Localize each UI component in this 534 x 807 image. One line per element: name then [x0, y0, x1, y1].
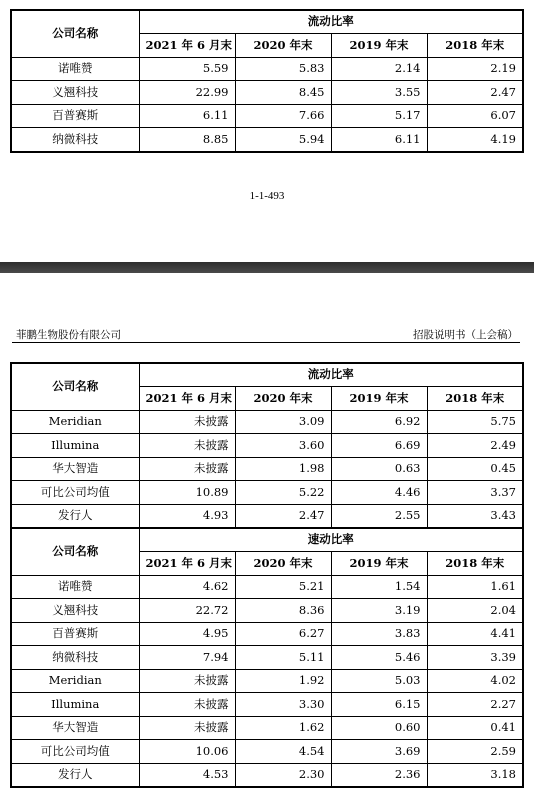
ratio-table-bottom [10, 362, 524, 788]
table-row [11, 646, 523, 670]
company-name-cell: 纳微科技 [11, 128, 139, 152]
col-2018: 2018 年末 [427, 34, 523, 58]
table-row [11, 763, 523, 787]
value-cell: 2.47 [427, 81, 523, 105]
page-number: 1-1-493 [249, 190, 285, 202]
col-2019: 2019 年末 [331, 387, 427, 411]
value-cell: 3.19 [331, 599, 427, 623]
value-cell: 6.27 [235, 622, 331, 646]
table-row [11, 504, 523, 528]
value-cell: 2.04 [427, 599, 523, 623]
table-row [11, 128, 523, 152]
page-divider [0, 262, 534, 273]
table-row [11, 481, 523, 505]
col-2021h1: 2021 年 6 月末 [139, 34, 235, 58]
table-row [11, 740, 523, 764]
value-cell: 5.11 [235, 646, 331, 670]
table-row [11, 693, 523, 717]
value-cell: 10.06 [139, 740, 235, 764]
value-cell: 2.36 [331, 763, 427, 787]
value-cell: 4.19 [427, 128, 523, 152]
value-cell: 未披露 [139, 716, 235, 740]
col-2020: 2020 年末 [235, 34, 331, 58]
value-cell: 6.92 [331, 410, 427, 434]
value-cell: 2.14 [331, 57, 427, 81]
value-cell: 1.92 [235, 669, 331, 693]
value-cell: 8.85 [139, 128, 235, 152]
value-cell: 7.94 [139, 646, 235, 670]
value-cell: 4.02 [427, 669, 523, 693]
company-name-cell: 百普赛斯 [11, 622, 139, 646]
value-cell: 5.46 [331, 646, 427, 670]
table-row [11, 57, 523, 81]
table-row [11, 575, 523, 599]
value-cell: 4.93 [139, 504, 235, 528]
header-doc-title: 招股说明书（上会稿） [413, 329, 518, 341]
table-row [11, 669, 523, 693]
value-cell: 8.45 [235, 81, 331, 105]
value-cell: 7.66 [235, 104, 331, 128]
value-cell: 5.59 [139, 57, 235, 81]
company-name-cell: 诺唯赞 [11, 575, 139, 599]
value-cell: 0.60 [331, 716, 427, 740]
company-name-cell: 可比公司均值 [11, 481, 139, 505]
value-cell: 3.43 [427, 504, 523, 528]
company-name-cell: Illumina [11, 434, 139, 458]
value-cell: 0.41 [427, 716, 523, 740]
col-2019: 2019 年末 [331, 552, 427, 576]
company-name-cell: Illumina [11, 693, 139, 717]
current-ratio-table-top [10, 9, 524, 153]
value-cell: 0.45 [427, 457, 523, 481]
table-row [11, 599, 523, 623]
value-cell: 2.27 [427, 693, 523, 717]
company-name-header: 公司名称 [11, 363, 139, 410]
value-cell: 2.19 [427, 57, 523, 81]
value-cell: 1.98 [235, 457, 331, 481]
value-cell: 5.22 [235, 481, 331, 505]
value-cell: 6.11 [139, 104, 235, 128]
col-2018: 2018 年末 [427, 552, 523, 576]
value-cell: 2.59 [427, 740, 523, 764]
value-cell: 6.11 [331, 128, 427, 152]
value-cell: 1.54 [331, 575, 427, 599]
value-cell: 6.15 [331, 693, 427, 717]
value-cell: 3.83 [331, 622, 427, 646]
value-cell: 4.46 [331, 481, 427, 505]
metric-header: 流动比率 [139, 10, 523, 34]
table-row [11, 104, 523, 128]
col-2020: 2020 年末 [235, 387, 331, 411]
value-cell: 3.18 [427, 763, 523, 787]
value-cell: 1.62 [235, 716, 331, 740]
value-cell: 2.30 [235, 763, 331, 787]
value-cell: 5.17 [331, 104, 427, 128]
value-cell: 3.09 [235, 410, 331, 434]
value-cell: 4.62 [139, 575, 235, 599]
value-cell: 5.21 [235, 575, 331, 599]
value-cell: 3.69 [331, 740, 427, 764]
company-name-cell: 可比公司均值 [11, 740, 139, 764]
company-name-cell: 义翘科技 [11, 599, 139, 623]
value-cell: 2.47 [235, 504, 331, 528]
col-2020: 2020 年末 [235, 552, 331, 576]
value-cell: 2.55 [331, 504, 427, 528]
value-cell: 22.99 [139, 81, 235, 105]
metric-header-quick: 速动比率 [139, 528, 523, 552]
table-row [11, 410, 523, 434]
value-cell: 8.36 [235, 599, 331, 623]
value-cell: 2.49 [427, 434, 523, 458]
company-name-header: 公司名称 [11, 10, 139, 57]
value-cell: 22.72 [139, 599, 235, 623]
company-name-cell: 义翘科技 [11, 81, 139, 105]
header-rule [12, 342, 520, 343]
value-cell: 3.30 [235, 693, 331, 717]
company-name-cell: 发行人 [11, 504, 139, 528]
company-name-header: 公司名称 [11, 528, 139, 575]
table-row [11, 622, 523, 646]
value-cell: 5.83 [235, 57, 331, 81]
value-cell: 未披露 [139, 693, 235, 717]
table-row [11, 716, 523, 740]
value-cell: 4.41 [427, 622, 523, 646]
table-row [11, 81, 523, 105]
col-2019: 2019 年末 [331, 34, 427, 58]
company-name-cell: 百普赛斯 [11, 104, 139, 128]
value-cell: 3.39 [427, 646, 523, 670]
company-name-cell: 华大智造 [11, 716, 139, 740]
col-2021h1: 2021 年 6 月末 [139, 552, 235, 576]
value-cell: 3.55 [331, 81, 427, 105]
value-cell: 4.53 [139, 763, 235, 787]
value-cell: 未披露 [139, 457, 235, 481]
value-cell: 3.37 [427, 481, 523, 505]
value-cell: 1.61 [427, 575, 523, 599]
value-cell: 3.60 [235, 434, 331, 458]
company-name-cell: Meridian [11, 669, 139, 693]
value-cell: 6.69 [331, 434, 427, 458]
company-name-cell: 华大智造 [11, 457, 139, 481]
col-2021h1: 2021 年 6 月末 [139, 387, 235, 411]
value-cell: 5.94 [235, 128, 331, 152]
value-cell: 未披露 [139, 410, 235, 434]
company-name-cell: 发行人 [11, 763, 139, 787]
value-cell: 4.95 [139, 622, 235, 646]
value-cell: 10.89 [139, 481, 235, 505]
company-name-cell: 纳微科技 [11, 646, 139, 670]
table-row [11, 457, 523, 481]
value-cell: 6.07 [427, 104, 523, 128]
table-row [11, 434, 523, 458]
company-name-cell: Meridian [11, 410, 139, 434]
value-cell: 5.75 [427, 410, 523, 434]
value-cell: 未披露 [139, 669, 235, 693]
value-cell: 0.63 [331, 457, 427, 481]
metric-header: 流动比率 [139, 363, 523, 387]
header-company: 菲鹏生物股份有限公司 [16, 329, 121, 341]
company-name-cell: 诺唯赞 [11, 57, 139, 81]
col-2018: 2018 年末 [427, 387, 523, 411]
value-cell: 5.03 [331, 669, 427, 693]
value-cell: 未披露 [139, 434, 235, 458]
value-cell: 4.54 [235, 740, 331, 764]
